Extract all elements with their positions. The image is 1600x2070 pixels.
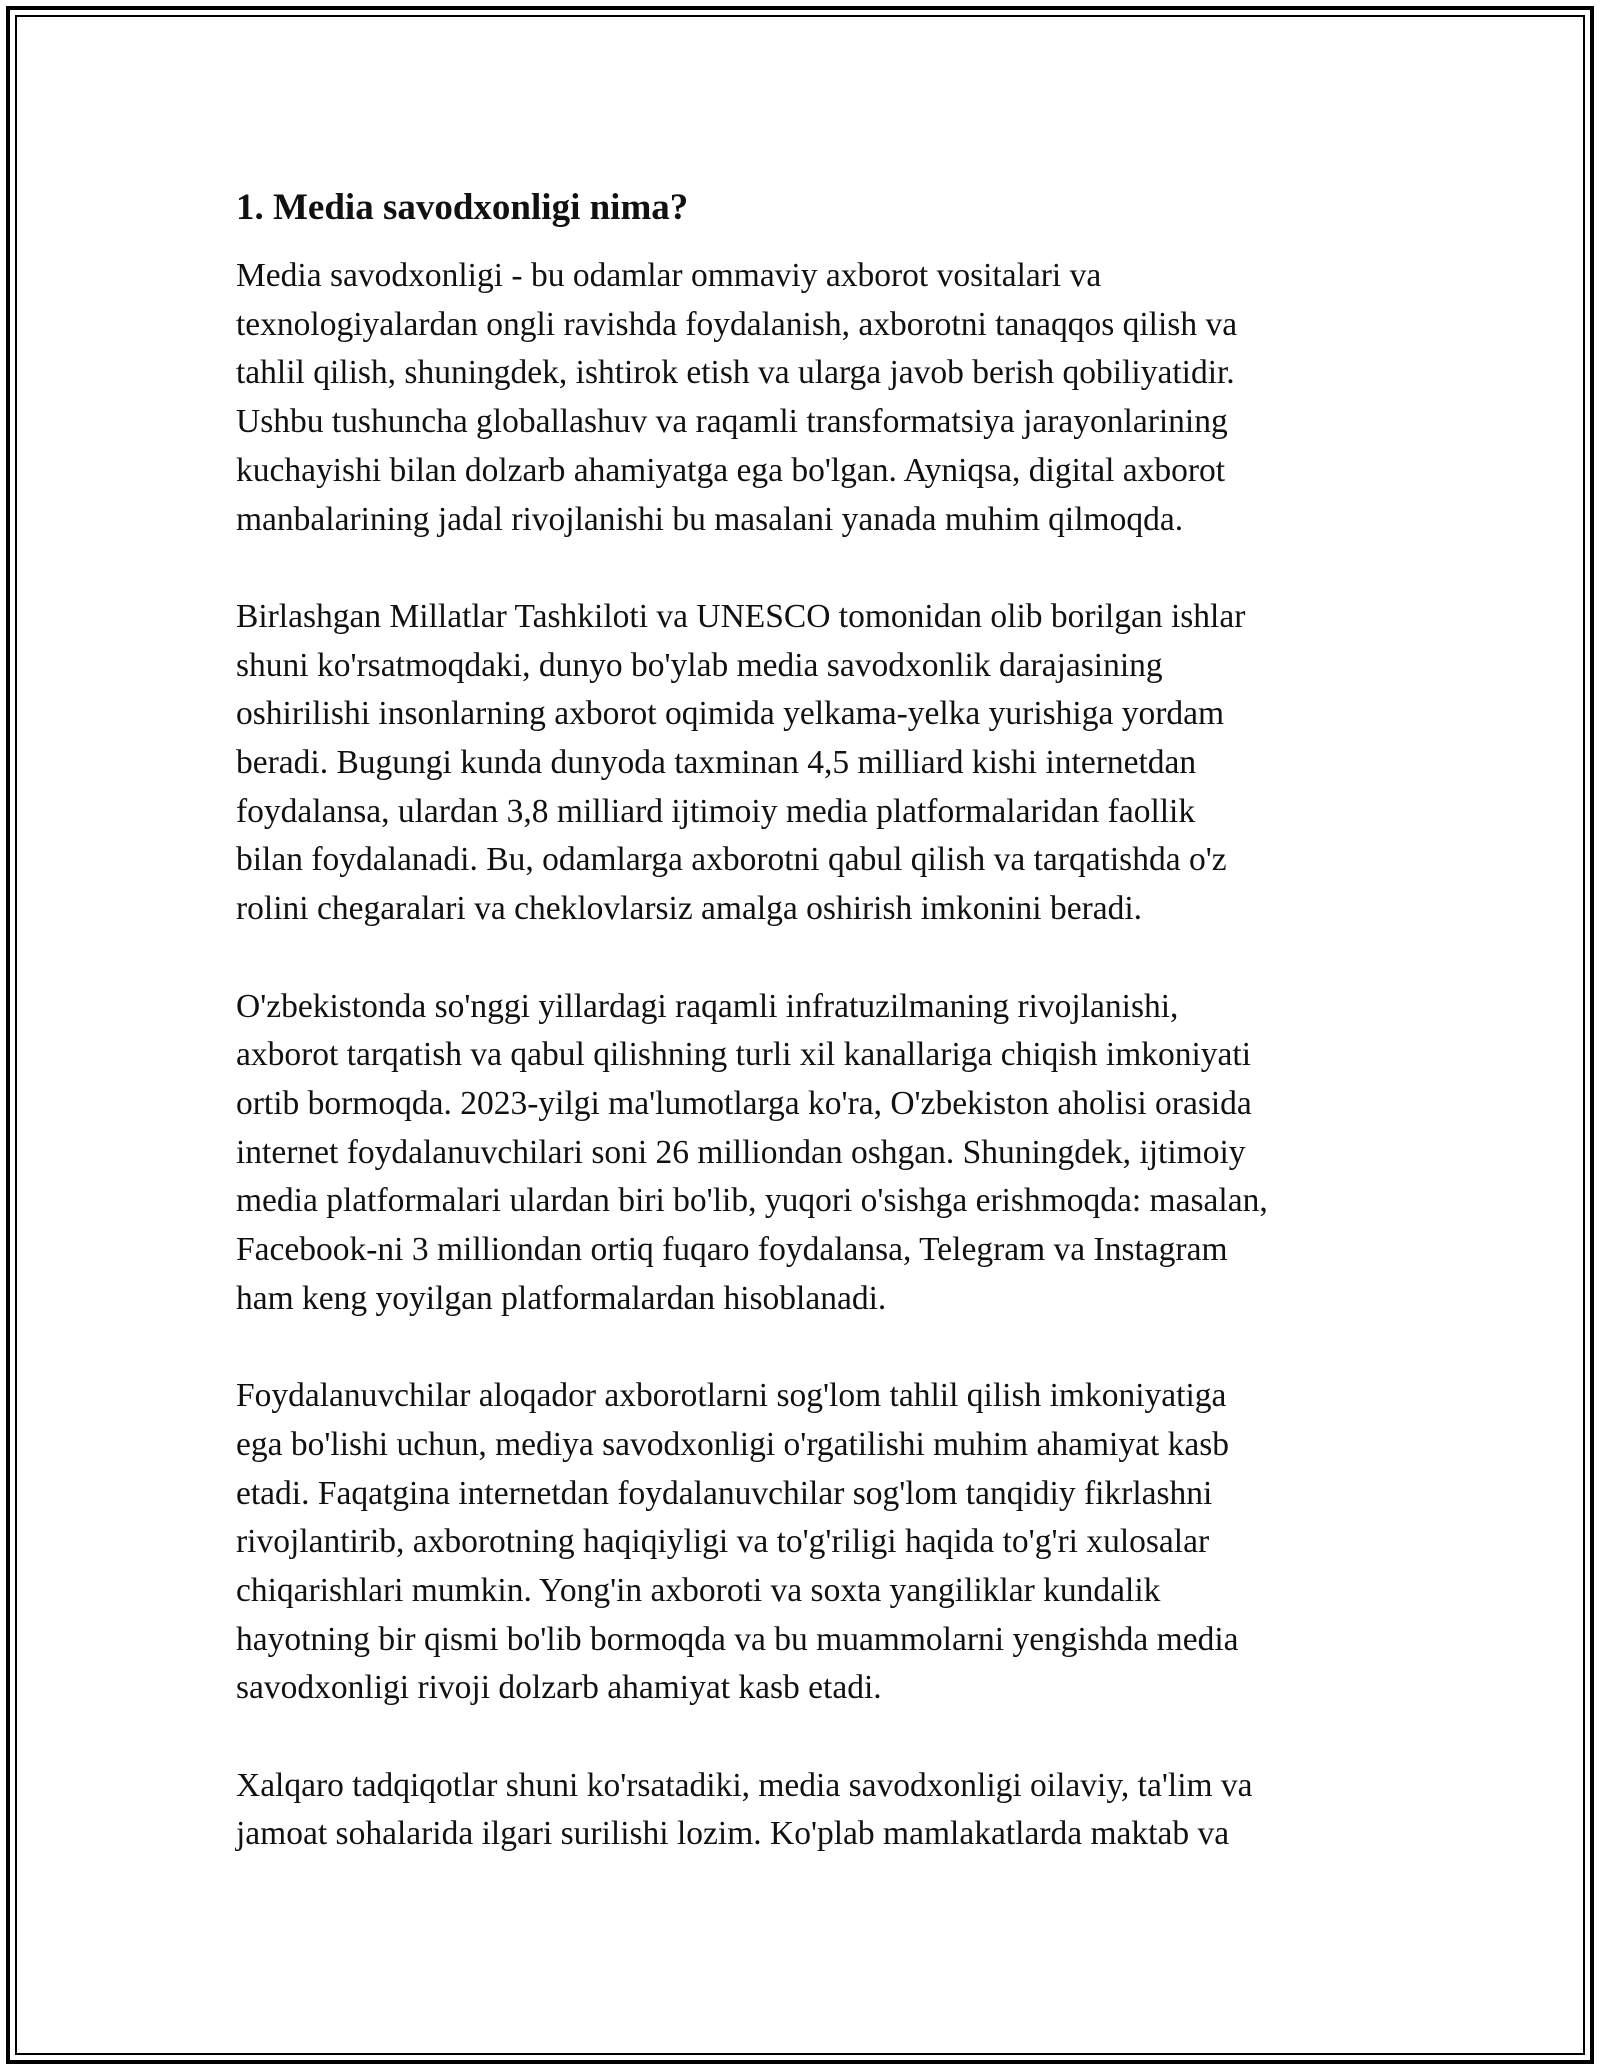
text-line: tahlil qilish, shuningdek, ishtirok etish va ularga javob berish qobiliyatidir. — [236, 354, 1235, 392]
document-body — [236, 184, 1376, 1908]
text-line: etadi. Faqatgina internetdan foydalanuvchilar sog'lom tanqidiy fikrlashni — [236, 1474, 1213, 1512]
text-line: chiqarishlari mumkin. Yong'in axboroti va soxta yangiliklar kundalik — [236, 1571, 1161, 1609]
text-line: rivojlantirib, axborotning haqiqiyligi va to'g'riligi haqida to'g'ri xulosalar — [236, 1523, 1210, 1561]
text-line: O'zbekistonda so'nggi yillardagi raqamli infratuzilmaning rivojlanishi, — [236, 987, 1179, 1025]
text-line: Facebook-ni 3 milliondan ortiq fuqaro foydalansa, Telegram va Instagram — [236, 1231, 1228, 1269]
text-line: kuchayishi bilan dolzarb ahamiyatga ega bo'lgan. Ayniqsa, digital axborot — [236, 451, 1226, 489]
text-line: savodxonligi rivoji dolzarb ahamiyat kasb etadi. — [236, 1669, 882, 1707]
text-line: hayotning bir qismi bo'lib bormoqda va bu muammolarni yengishda media — [236, 1620, 1239, 1658]
text-line: jamoat sohalarida ilgari surilishi lozim. Ko'plab mamlakatlarda maktab va — [236, 1815, 1230, 1853]
text-line: Foydalanuvchilar aloqador axborotlarni sog'lom tahlil qilish imkoniyatiga — [236, 1377, 1227, 1415]
text-line: foydalansa, ulardan 3,8 milliard ijtimoiy media platformalaridan faollik — [236, 792, 1196, 830]
text-line: axborot tarqatish va qabul qilishning turli xil kanallariga chiqish imkoniyati — [236, 1036, 1252, 1074]
text-line: media platformalari ulardan biri bo'lib, yuqori o'sishga erishmoqda: masalan, — [236, 1182, 1268, 1220]
text-line: beradi. Bugungi kunda dunyoda taxminan 4,5 milliard kishi internetdan — [236, 744, 1197, 782]
paragraph-4 — [236, 1372, 1376, 1713]
text-line: manbalarining jadal rivojlanishi bu masalani yanada muhim qilmoqda. — [236, 500, 1184, 538]
text-line: ega bo'lishi uchun, mediya savodxonligi o'rgatilishi muhim ahamiyat kasb — [236, 1425, 1230, 1463]
paragraph-3 — [236, 983, 1376, 1324]
text-line: ham keng yoyilgan platformalardan hisoblanadi. — [236, 1279, 887, 1317]
text-line: Ushbu tushuncha globallashuv va raqamli transformatsiya jarayonlarining — [236, 403, 1228, 441]
text-line: internet foydalanuvchilari soni 26 milliondan oshgan. Shuningdek, ijtimoiy — [236, 1133, 1246, 1171]
paragraph-5 — [236, 1762, 1376, 1859]
text-line: oshirilishi insonlarning axborot oqimida yelkama-yelka yurishiga yordam — [236, 695, 1225, 733]
text-line: texnologiyalardan ongli ravishda foydalanish, axborotni tanaqqos qilish va — [236, 305, 1238, 343]
text-line: Xalqaro tadqiqotlar shuni ko'rsatadiki, media savodxonligi oilaviy, ta'lim va — [236, 1766, 1253, 1804]
text-line: bilan foydalanadi. Bu, odamlarga axborotni qabul qilish va tarqatishda o'z — [236, 841, 1227, 879]
text-line: rolini chegaralari va cheklovlarsiz amalga oshirish imkonini beradi. — [236, 890, 1143, 928]
text-line: Media savodxonligi - bu odamlar ommaviy axborot vositalari va — [236, 257, 1102, 294]
paragraph-1 — [236, 252, 1376, 544]
text-line: shuni ko'rsatmoqdaki, dunyo bo'ylab media savodxonlik darajasining — [236, 646, 1163, 684]
text-line: ortib bormoqda. 2023-yilgi ma'lumotlarga ko'ra, O'zbekiston aholisi orasida — [236, 1084, 1252, 1122]
text-line: Birlashgan Millatlar Tashkiloti va UNESCO tomonidan olib borilgan ishlar — [236, 597, 1246, 635]
section-heading: 1. Media savodxonligi nima? — [236, 187, 689, 228]
paragraph-2 — [236, 593, 1376, 934]
